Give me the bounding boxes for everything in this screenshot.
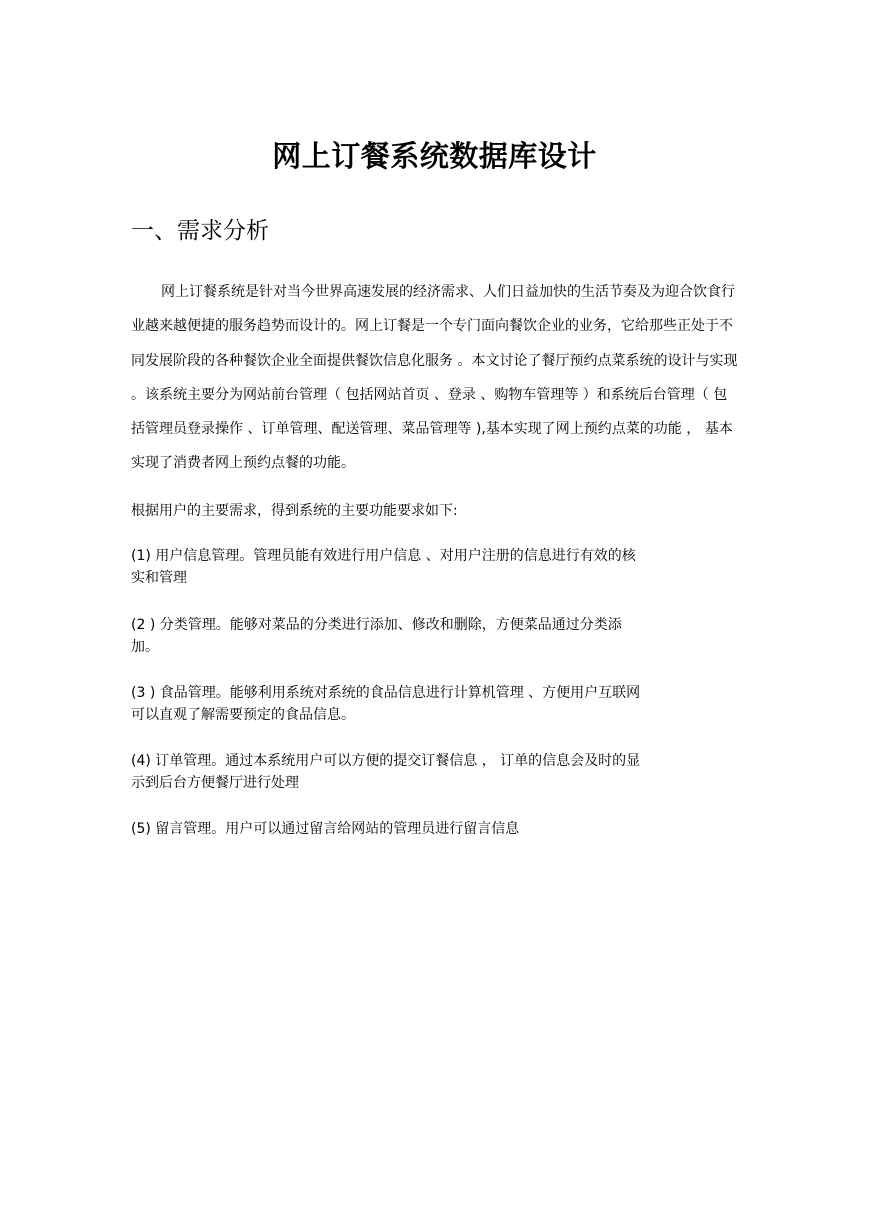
body-paragraph: [131, 275, 741, 481]
requirement-line: (1) 用户信息管理。管理员能有效进行用户信息 、对用户注册的信息进行有效的核: [131, 548, 636, 564]
requirement-item: [131, 545, 701, 589]
requirement-item: [131, 750, 701, 794]
requirements-intro: 根据用户的主要需求，得到系统的主要功能要求如下:: [131, 503, 458, 519]
requirement-line: 加。: [131, 639, 159, 655]
requirement-item: [131, 682, 701, 726]
requirement-line: 实和管理: [131, 570, 187, 586]
requirement-item: [131, 614, 701, 658]
document-title: 网上订餐系统数据库设计: [272, 139, 597, 173]
section-heading: 一、需求分析: [131, 218, 269, 244]
requirement-line: (5) 留言管理。用户可以通过留言给网站的管理员进行留言信息: [131, 821, 520, 837]
requirement-line: (4) 订单管理。通过本系统用户可以方便的提交订餐信息 ， 订单的信息会及时的显: [131, 753, 641, 769]
requirement-line: 可以直观了解需要预定的食品信息。: [131, 707, 355, 723]
body-paragraph-text: 网上订餐系统是针对当今世界高速发展的经济需求、人们日益加快的生活节奏及为迎合饮食行业越来越便捷的服务趋势而设计的。网上订餐是一个专门面向餐饮企业的业务，它给那些正处于不同发展阶段的各种餐饮企业全面提供餐饮信息化服务 。本文讨论了餐厅预约点菜系统的设计与实现 。该系统主要分为网站前台管理（ 包括网站首页 、登录 、购物车管理等 ）和系统后台管理（ 包括管理员登录操作 、订单管理、配送管理、菜品管理等 ),基本实现了网上预约点菜的功能 ， 基本实现了消费者网上预约点餐的功能。: [131, 284, 738, 472]
requirement-line: 示到后台方便餐厅进行处理: [131, 775, 299, 791]
requirement-line: (3 ) 食品管理。能够利用系统对系统的食品信息进行计算机管理 、方便用户互联网: [131, 685, 641, 701]
requirement-item: [131, 818, 701, 840]
requirement-line: (2 ) 分类管理。能够对菜品的分类进行添加、修改和删除，方便菜品通过分类添: [131, 617, 622, 633]
